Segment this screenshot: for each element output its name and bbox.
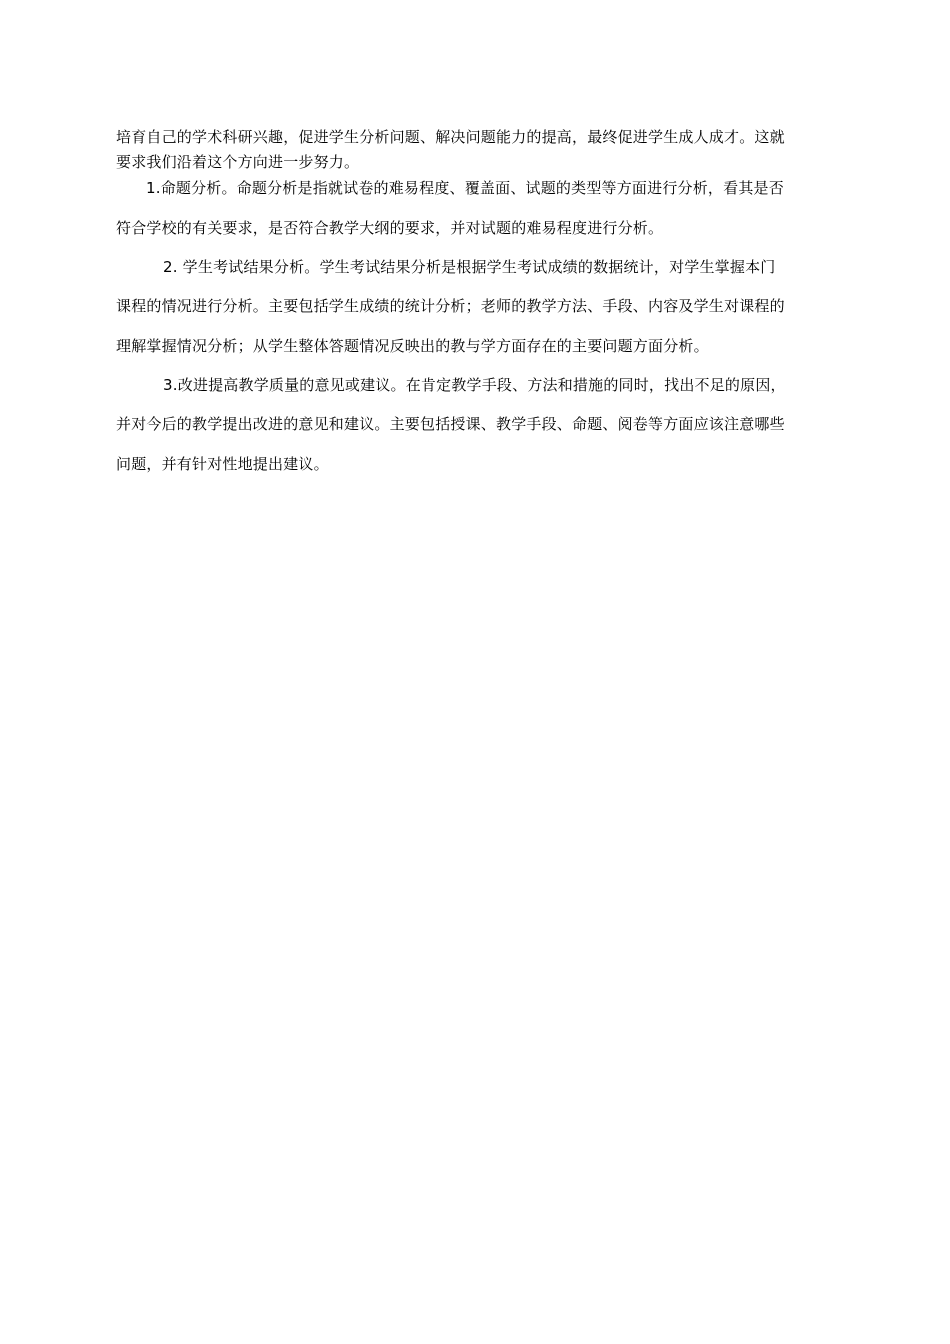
item-2-line-1: 2. 学生考试结果分析。学生考试结果分析是根据学生考试成绩的数据统计，对学生掌握本门 <box>163 258 776 276</box>
item-3-line-1: 3.改进提高教学质量的意见或建议。在肯定教学手段、方法和措施的同时，找出不足的原因， <box>163 376 786 394</box>
intro-paragraph-line-1: 培育自己的学术科研兴趣，促进学生分析问题、解决问题能力的提高，最终促进学生成人成才。这就 <box>116 128 785 146</box>
item-3-line-3: 问题，并有针对性地提出建议。 <box>116 455 329 473</box>
item-1-line-2: 符合学校的有关要求，是否符合教学大纲的要求，并对试题的难易程度进行分析。 <box>116 219 664 237</box>
item-2-line-2: 课程的情况进行分析。主要包括学生成绩的统计分析；老师的教学方法、手段、内容及学生对课程的 <box>116 297 785 315</box>
item-3-line-2: 并对今后的教学提出改进的意见和建议。主要包括授课、教学手段、命题、阅卷等方面应该注意哪些 <box>116 415 785 433</box>
item-2-line-3: 理解掌握情况分析；从学生整体答题情况反映出的教与学方面存在的主要问题方面分析。 <box>116 337 709 355</box>
intro-paragraph-line-2: 要求我们沿着这个方向进一步努力。 <box>116 153 360 171</box>
item-1-line-1: 1.命题分析。命题分析是指就试卷的难易程度、覆盖面、试题的类型等方面进行分析，看其是否 <box>146 179 784 197</box>
